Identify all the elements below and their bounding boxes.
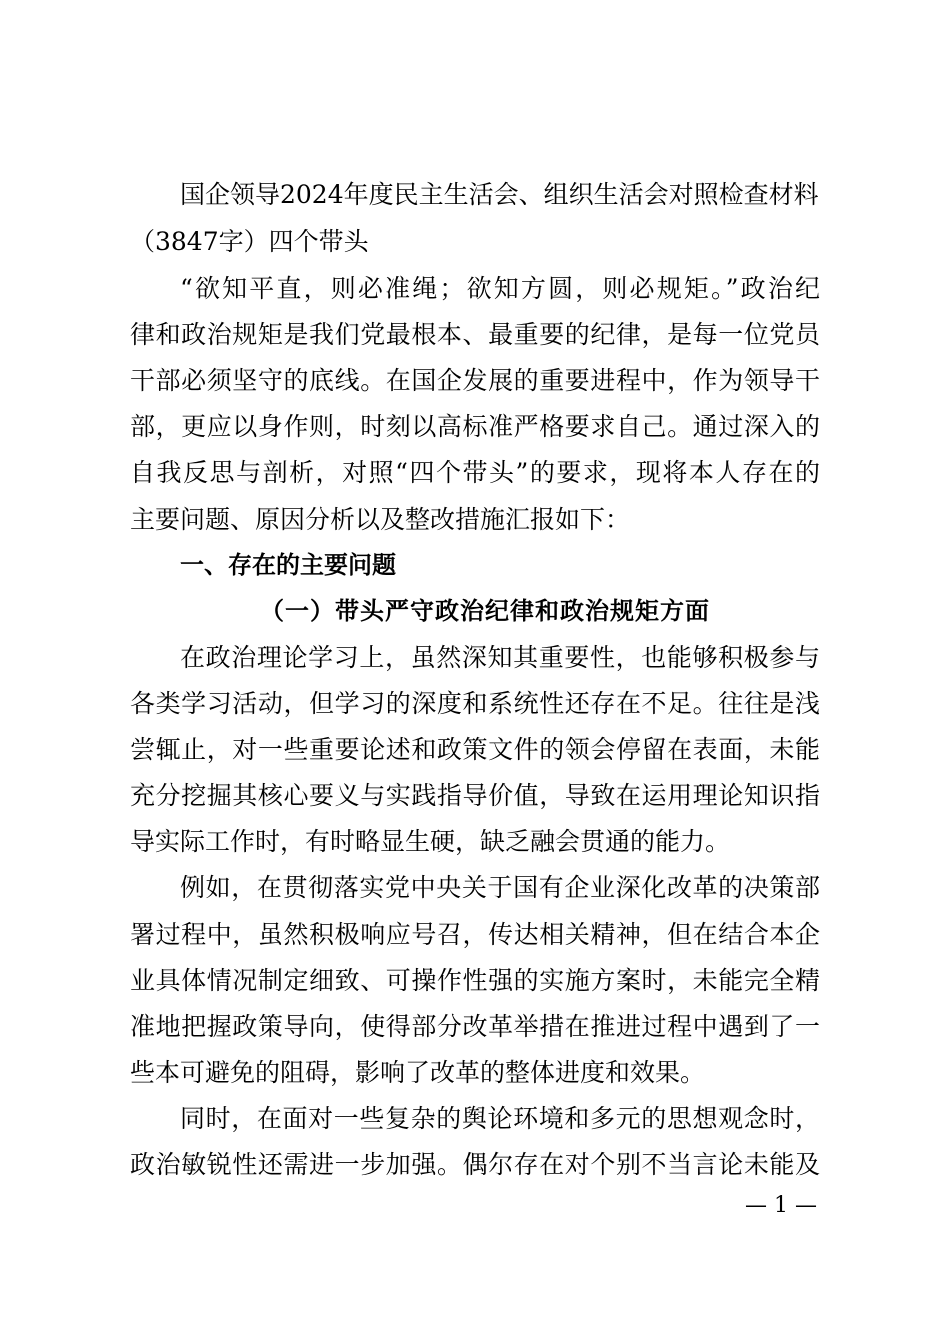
paragraph-line: 例如，在贯彻落实党中央关于国有企业深化改革的决策部	[180, 873, 820, 902]
paragraph-line: 各类学习活动，但学习的深度和系统性还存在不足。往往是浅	[130, 689, 820, 718]
paragraph-line: 尝辄止，对一些重要论述和政策文件的领会停留在表面，未能	[130, 735, 820, 764]
paragraph-line: 些本可避免的阻碍，影响了改革的整体进度和效果。	[130, 1058, 706, 1087]
document-title-line-2: （3847字）四个带头	[130, 227, 369, 256]
paragraph-line: 导实际工作时，有时略显生硬，缺乏融会贯通的能力。	[130, 827, 731, 856]
intro-line: 主要问题、原因分析以及整改措施汇报如下：	[130, 505, 631, 534]
intro-line: 律和政治规矩是我们党最根本、最重要的纪律，是每一位党员	[130, 320, 820, 349]
paragraph-line: 充分挖掘其核心要义与实践指导价值，导致在运用理论知识指	[130, 781, 820, 810]
intro-line: 自我反思与剖析，对照“四个带头”的要求，现将本人存在的	[130, 458, 820, 487]
document-title-line-1: 国企领导2024年度民主生活会、组织生活会对照检查材料	[180, 180, 819, 209]
page-number: — 1 —	[745, 1193, 817, 1218]
intro-line: 干部必须坚守的底线。在国企发展的重要进程中，作为领导干	[130, 366, 820, 395]
paragraph-line: 准地把握政策导向，使得部分改革举措在推进过程中遇到了一	[130, 1012, 820, 1041]
section-heading: 一、存在的主要问题	[180, 551, 396, 579]
paragraph-line: 同时，在面对一些复杂的舆论环境和多元的思想观念时，	[180, 1104, 820, 1133]
paragraph-line: 政治敏锐性还需进一步加强。偶尔存在对个别不当言论未能及	[130, 1150, 820, 1179]
paragraph-line: 署过程中，虽然积极响应号召，传达相关精神，但在结合本企	[130, 920, 820, 949]
paragraph-line: 业具体情况制定细致、可操作性强的实施方案时，未能完全精	[130, 966, 820, 995]
paragraph-line: 在政治理论学习上，虽然深知其重要性，也能够积极参与	[180, 643, 820, 672]
subsection-heading: （一）带头严守政治纪律和政治规矩方面	[260, 596, 710, 625]
intro-line: 部，更应以身作则，时刻以高标准严格要求自己。通过深入的	[130, 412, 820, 441]
intro-line: “欲知平直，则必准绳；欲知方圆，则必规矩。”政治纪	[180, 274, 820, 303]
